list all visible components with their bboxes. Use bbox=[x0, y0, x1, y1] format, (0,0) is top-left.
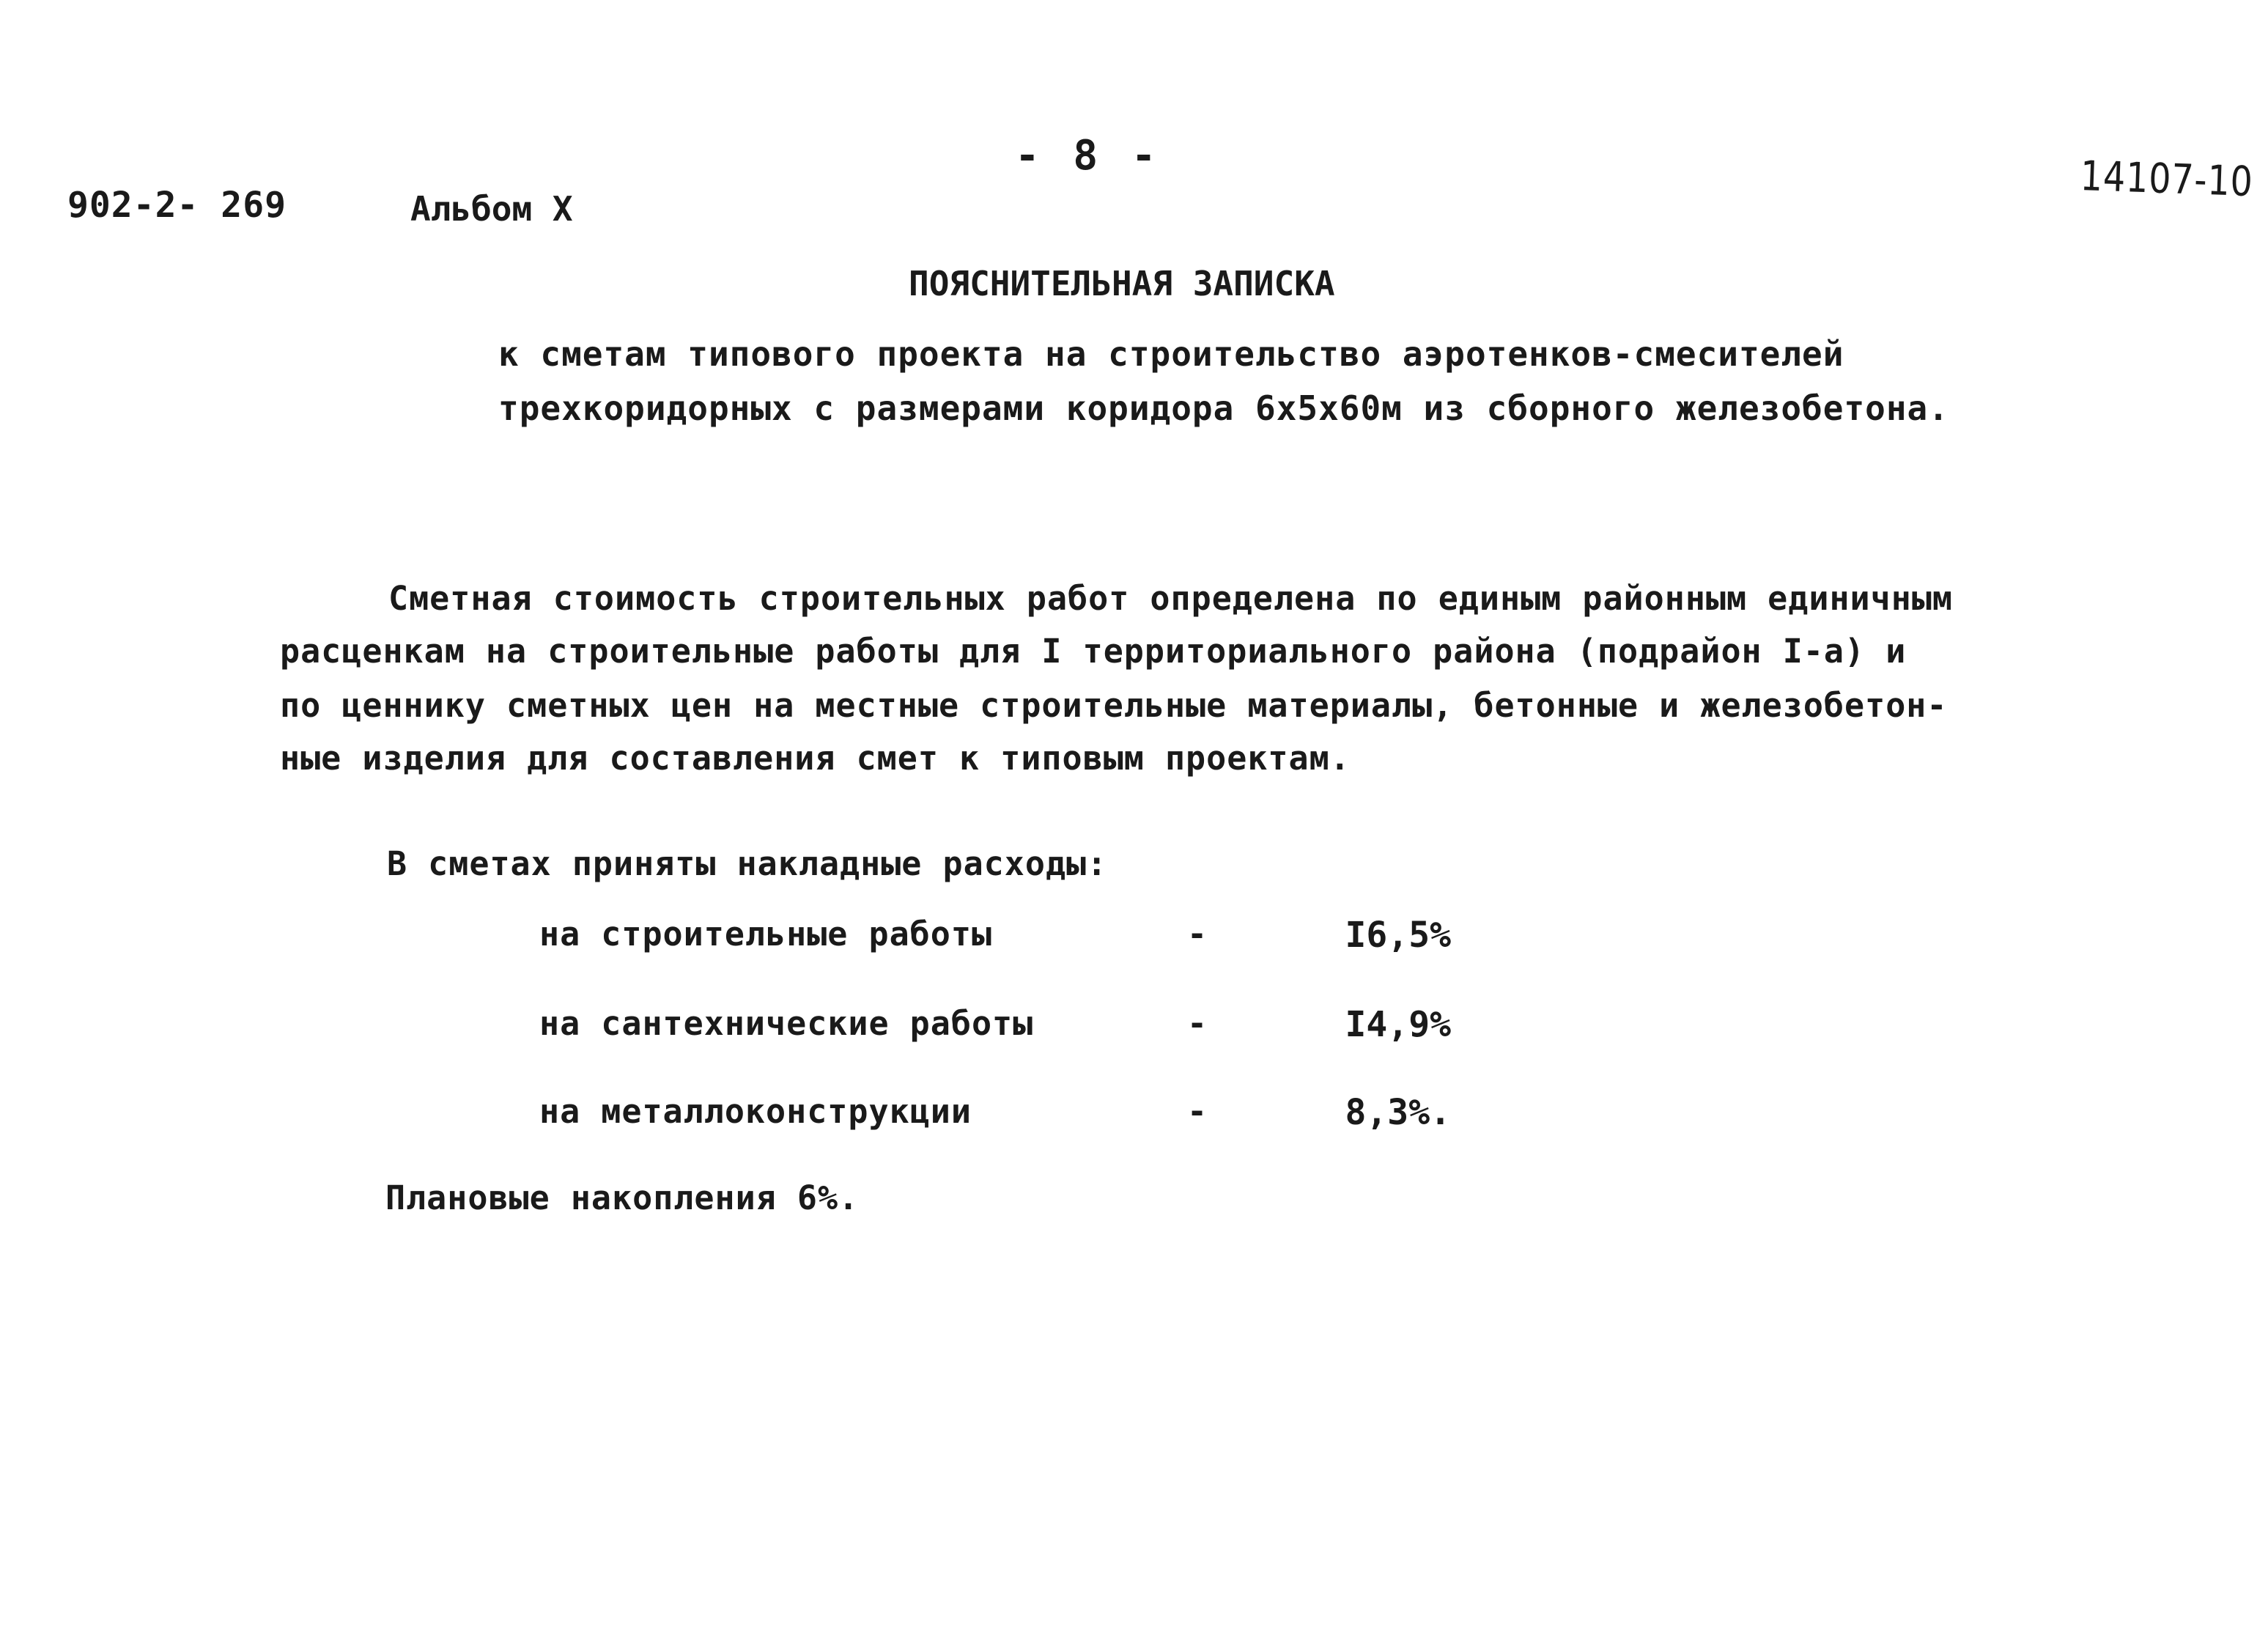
overhead-item-dash: - bbox=[1187, 1092, 1208, 1131]
paragraph-line-4: ные изделия для составления смет к типовым проектам. bbox=[280, 739, 1351, 778]
overhead-item-value: I6,5% bbox=[1345, 915, 1451, 956]
planned-savings: Плановые накопления 6%. bbox=[385, 1178, 860, 1217]
overhead-item-label: на строительные работы bbox=[539, 915, 993, 953]
overhead-item-label: на сантехнические работы bbox=[539, 1004, 1034, 1043]
subtitle-line-2: трехкоридорных с размерами коридора 6x5x60м из сборного железобетона. bbox=[498, 388, 1949, 428]
paragraph-line-2: расценкам на строительные работы для I территориального района (подрайон I-а) и bbox=[280, 632, 1907, 671]
overhead-item-value: I4,9% bbox=[1345, 1004, 1451, 1045]
overhead-item-label: на металлоконструкции bbox=[539, 1092, 972, 1131]
subtitle-line-1: к сметам типового проекта на строительство аэротенков-смесителей bbox=[498, 334, 1844, 374]
document-code: 902-2- 269 bbox=[67, 185, 287, 226]
paragraph-line-1: Сметная стоимость строительных работ определена по единым районным единичным bbox=[388, 579, 1954, 618]
overhead-intro: В сметах приняты накладные расходы: bbox=[387, 844, 1108, 883]
overhead-item-dash: - bbox=[1187, 915, 1208, 953]
page-number: - 8 - bbox=[1015, 132, 1161, 180]
handwritten-archive-number: 14107-10 bbox=[2079, 152, 2254, 207]
paragraph-line-3: по ценнику сметных цен на местные строительные материалы, бетонные и железобетон- bbox=[280, 686, 1948, 725]
album-label: Альбом X bbox=[410, 189, 573, 229]
overhead-item-value: 8,3%. bbox=[1345, 1092, 1451, 1133]
overhead-item-dash: - bbox=[1187, 1004, 1208, 1043]
page-title: ПОЯСНИТЕЛЬНАЯ ЗАПИСКА bbox=[909, 264, 1335, 303]
